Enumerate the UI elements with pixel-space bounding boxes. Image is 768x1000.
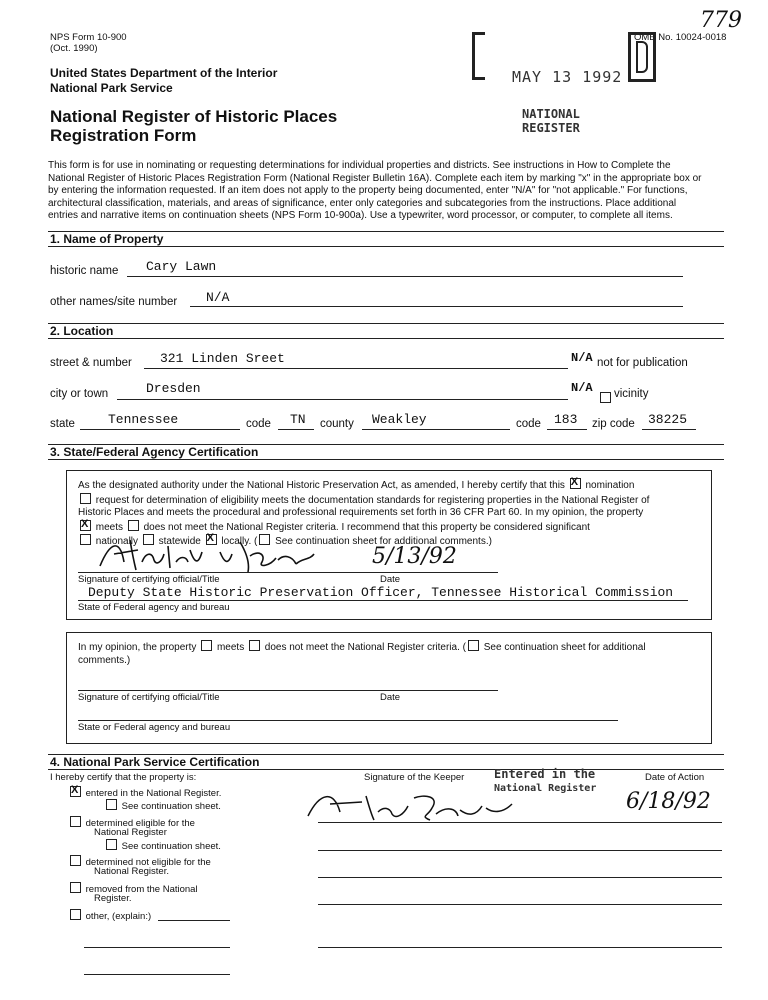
city-underline bbox=[117, 399, 568, 400]
date-2-label: Date bbox=[380, 692, 401, 703]
received-stamp-date: MAY 13 1992 bbox=[512, 68, 623, 86]
date-of-action-value: 6/18/92 bbox=[626, 789, 711, 814]
other-names-label: other names/site number bbox=[50, 296, 178, 308]
other-names-value: N/A bbox=[206, 290, 230, 305]
request-determination-checkbox[interactable] bbox=[80, 493, 91, 504]
zip-label: zip code bbox=[592, 418, 635, 430]
street-value: 321 Linden Sreet bbox=[160, 351, 285, 366]
vicinity-checkbox[interactable] bbox=[600, 392, 611, 403]
other-line-2 bbox=[84, 947, 230, 948]
state-value: Tennessee bbox=[108, 412, 179, 427]
form-title-line-1: National Register of Historic Places bbox=[50, 107, 338, 126]
agency-2-line bbox=[78, 720, 618, 721]
nomination-checkbox[interactable] bbox=[570, 478, 581, 489]
state-label: state bbox=[50, 418, 75, 430]
handwritten-corner-number: 779 bbox=[700, 8, 742, 33]
state-code-label: code bbox=[246, 418, 271, 430]
keeper-signature-label: Signature of the Keeper bbox=[364, 772, 465, 783]
street-underline bbox=[144, 368, 568, 369]
form-number: NPS Form 10-900 bbox=[50, 32, 127, 43]
option-other: other, (explain:) bbox=[68, 909, 151, 922]
vicinity-label: vicinity bbox=[614, 388, 649, 400]
keeper-line-1 bbox=[318, 822, 722, 823]
omb-number: OMB No. 10024-0018 bbox=[634, 32, 727, 43]
keeper-certify-text: I hereby certify that the property is: bbox=[50, 772, 197, 783]
signature-line bbox=[78, 572, 498, 573]
state-underline bbox=[80, 429, 240, 430]
opinion-continuation-checkbox[interactable] bbox=[468, 640, 479, 651]
section-1-heading: 1. Name of Property bbox=[48, 231, 724, 247]
signature-2-line bbox=[78, 690, 498, 691]
city-value: Dresden bbox=[146, 381, 201, 396]
other-names-underline bbox=[190, 306, 683, 307]
state-certification-text: As the designated authority under the National Historic Preservation Act, as amended, I hereby certify that this X nomination request for determination of eligibility meets the documentation standards for registering properties in the National Register of Historic Places and meets the procedural and professional requirements set forth in 36 CFR Part 60. In my opinion, the property X meets does not meet the National Register criteria. I recommend that this property be considered significant nationally statewide X locally. ( See continuation sheet for additional comments.) bbox=[78, 478, 649, 549]
county-code-underline bbox=[547, 429, 587, 430]
entered-checkbox[interactable] bbox=[70, 786, 81, 797]
eligible-continuation-checkbox[interactable] bbox=[106, 839, 117, 850]
entered-stamp-line-2: National Register bbox=[494, 783, 597, 794]
option-entered-continuation: See continuation sheet. bbox=[104, 799, 221, 812]
option-determined-eligible-cont: National Register bbox=[94, 827, 167, 838]
county-code-label: code bbox=[516, 418, 541, 430]
option-removed: removed from the National bbox=[68, 882, 198, 895]
does-not-meet-checkbox[interactable] bbox=[128, 520, 139, 531]
not-for-publication-label: not for publication bbox=[597, 357, 688, 369]
street-label: street & number bbox=[50, 357, 132, 369]
option-not-eligible: determined not eligible for the bbox=[68, 855, 211, 868]
state-code-underline bbox=[278, 429, 314, 430]
not-for-publication-value: N/A bbox=[571, 351, 593, 365]
historic-name-value: Cary Lawn bbox=[146, 259, 217, 274]
other-line bbox=[158, 920, 230, 921]
received-stamp-bracket-left bbox=[472, 32, 485, 80]
received-stamp-bracket-right bbox=[628, 32, 656, 82]
keeper-line-3 bbox=[318, 877, 722, 878]
entered-stamp-line-1: Entered in the bbox=[494, 767, 596, 781]
signature-date: 5/13/92 bbox=[372, 544, 457, 569]
option-eligible-continuation: See continuation sheet. bbox=[104, 839, 221, 852]
national-register-stamp-line-1: NATIONAL bbox=[522, 107, 580, 121]
certifying-official-signature bbox=[90, 532, 320, 576]
form-title-line-2: Registration Form bbox=[50, 126, 197, 145]
city-label: city or town bbox=[50, 388, 109, 400]
keeper-line-2 bbox=[318, 850, 722, 851]
option-not-eligible-cont: National Register. bbox=[94, 866, 169, 877]
form-date: (Oct. 1990) bbox=[50, 43, 98, 54]
entered-continuation-checkbox[interactable] bbox=[106, 799, 117, 810]
signature-2-label: Signature of certifying official/Title bbox=[78, 692, 220, 703]
opinion-meets-checkbox[interactable] bbox=[201, 640, 212, 651]
county-underline bbox=[362, 429, 510, 430]
county-code-value: 183 bbox=[554, 412, 578, 427]
agency-label: State of Federal agency and bureau bbox=[78, 602, 230, 613]
keeper-signature bbox=[300, 786, 520, 826]
state-code-value: TN bbox=[290, 412, 306, 427]
option-entered: X entered in the National Register. bbox=[68, 786, 221, 799]
section-4-heading: 4. National Park Service Certification bbox=[48, 754, 724, 770]
section-3-heading: 3. State/Federal Agency Certification bbox=[48, 444, 724, 460]
vicinity-value: N/A bbox=[571, 381, 593, 395]
option-removed-cont: Register. bbox=[94, 893, 132, 904]
intro-paragraph: This form is for use in nominating or requesting determinations for individual properties and districts. See instructions in How to Complete the National Register of Historic Places Registration Form (National Register Bulletin 16A). Complete each item by marking "x" in the appropriate box or by entering the information requested. If an item does not apply to the property being documented, enter "N/A" for "not applicable." For functions, architectural classification, materials, and areas of significance, enter only categories and subcategories from the instructions. Place additional entries and narrative items on continuation sheets (NPS Form 10-900a). Use a typewriter, word processor, or computer, to complete all items. bbox=[48, 160, 702, 221]
date-of-action-label: Date of Action bbox=[645, 772, 705, 783]
opinion-does-not-meet-checkbox[interactable] bbox=[249, 640, 260, 651]
keeper-line-5 bbox=[318, 947, 722, 948]
removed-checkbox[interactable] bbox=[70, 882, 81, 893]
agency-2-label: State or Federal agency and bureau bbox=[78, 722, 231, 733]
determined-eligible-checkbox[interactable] bbox=[70, 816, 81, 827]
agency-opinion-text: In my opinion, the property meets does not meet the National Register criteria. ( See continuation sheet for additional comments.) bbox=[78, 642, 646, 666]
date-label: Date bbox=[380, 574, 401, 585]
zip-underline bbox=[642, 429, 696, 430]
county-value: Weakley bbox=[372, 412, 427, 427]
agency-line bbox=[78, 600, 688, 601]
historic-name-label: historic name bbox=[50, 265, 119, 277]
meets-checkbox[interactable] bbox=[80, 520, 91, 531]
section-2-heading: 2. Location bbox=[48, 323, 724, 339]
historic-name-underline bbox=[127, 276, 683, 277]
service-name: National Park Service bbox=[50, 81, 173, 95]
department-name: United States Department of the Interior bbox=[50, 66, 278, 80]
keeper-line-4 bbox=[318, 904, 722, 905]
not-eligible-checkbox[interactable] bbox=[70, 855, 81, 866]
official-title-value: Deputy State Historic Preservation Officer, Tennessee Historical Commission bbox=[88, 585, 674, 600]
zip-value: 38225 bbox=[648, 412, 688, 427]
national-register-stamp-line-2: REGISTER bbox=[522, 121, 580, 135]
option-determined-eligible: determined eligible for the bbox=[68, 816, 195, 829]
county-label: county bbox=[320, 418, 354, 430]
signature-label: Signature of certifying official/Title bbox=[78, 574, 220, 585]
other-line-3 bbox=[84, 974, 230, 975]
other-checkbox[interactable] bbox=[70, 909, 81, 920]
